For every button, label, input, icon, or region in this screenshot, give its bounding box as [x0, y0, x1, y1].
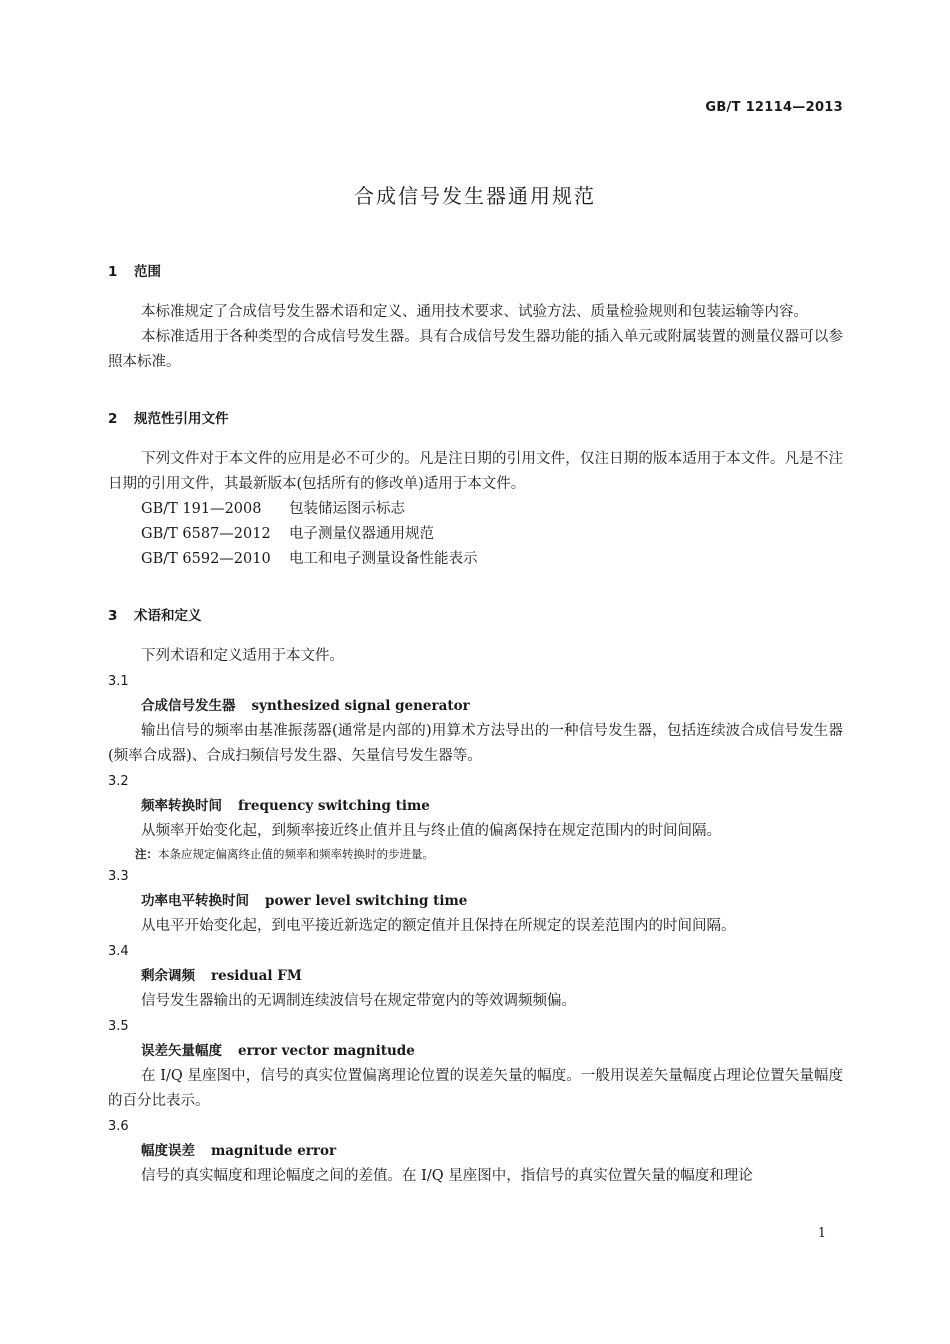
term-name-zh: 功率电平转换时间	[141, 893, 249, 909]
term-number: 3.4	[108, 944, 129, 959]
term-name-zh: 合成信号发生器	[141, 698, 236, 714]
term-definition: 从电平开始变化起，到电平接近新选定的额定值并且保持在所规定的误差范围内的时间间隔。	[141, 918, 736, 934]
term-name-en: magnitude error	[211, 1143, 337, 1159]
reference-item	[108, 497, 843, 522]
term-number: 3.3	[108, 869, 129, 884]
term-name	[108, 694, 843, 719]
reference-code: GB/T 191—2008	[141, 501, 262, 517]
term-definition: 输出信号的频率由基准振荡器(通常是内部的)用算术方法导出的一种信号发生器，包括连续波合成信号发生器(频率合成器)、合成扫频信号发生器、矢量信号发生器等。	[108, 723, 843, 764]
reference-title: 包装储运图示标志	[289, 501, 405, 517]
reference-title: 电工和电子测量设备性能表示	[289, 551, 478, 567]
section-heading-normative-references	[108, 407, 843, 429]
paragraph: 下列文件对于本文件的应用是必不可少的。凡是注日期的引用文件，仅注日期的版本适用于本文件。凡是不注日期的引用文件，其最新版本(包括所有的修改单)适用于本文件。	[108, 451, 843, 492]
section-heading-scope	[108, 260, 843, 282]
term-name-en: power level switching time	[265, 893, 468, 909]
section-number: 2	[108, 411, 118, 427]
term-definition: 信号发生器输出的无调制连续波信号在规定带宽内的等效调频频偏。	[141, 993, 576, 1009]
term-name-en: error vector magnitude	[238, 1043, 415, 1059]
reference-item	[108, 547, 843, 572]
term-definition: 在 I/Q 星座图中，信号的真实位置偏离理论位置的误差矢量的幅度。一般用误差矢量幅度占理论位置矢量幅度的百分比表示。	[108, 1068, 843, 1109]
standard-code-header: GB/T 12114—2013	[705, 100, 843, 115]
section-number: 1	[108, 264, 118, 280]
document-body	[108, 250, 843, 1189]
reference-item	[108, 522, 843, 547]
term-definition: 信号的真实幅度和理论幅度之间的差值。在 I/Q 星座图中，指信号的真实位置矢量的幅度和理论	[141, 1168, 753, 1184]
term-name-zh: 误差矢量幅度	[141, 1043, 222, 1059]
paragraph: 本标准适用于各种类型的合成信号发生器。具有合成信号发生器功能的插入单元或附属装置的测量仪器可以参照本标准。	[108, 329, 843, 370]
section-number: 3	[108, 608, 118, 624]
section-title: 术语和定义	[134, 608, 202, 624]
term-name	[108, 794, 843, 819]
term-name-zh: 频率转换时间	[141, 798, 222, 814]
term-note	[108, 844, 843, 864]
paragraph: 本标准规定了合成信号发生器术语和定义、通用技术要求、试验方法、质量检验规则和包装运输等内容。	[141, 304, 808, 320]
paragraph: 下列术语和定义适用于本文件。	[141, 648, 344, 664]
section-title: 规范性引用文件	[134, 411, 229, 427]
term-name	[108, 1139, 843, 1164]
page-number: 1	[817, 1226, 826, 1241]
term-name-zh: 剩余调频	[141, 968, 195, 984]
term-name-zh: 幅度误差	[141, 1143, 195, 1159]
term-definition: 从频率开始变化起，到频率接近终止值并且与终止值的偏离保持在规定范围内的时间间隔。	[141, 823, 721, 839]
term-number: 3.5	[108, 1019, 129, 1034]
note-label: 注：	[135, 847, 158, 861]
term-name	[108, 964, 843, 989]
reference-code: GB/T 6592—2010	[141, 551, 271, 567]
term-name-en: frequency switching time	[238, 798, 430, 814]
term-name-en: synthesized signal generator	[251, 698, 470, 714]
reference-title: 电子测量仪器通用规范	[289, 526, 434, 542]
term-name-en: residual FM	[211, 968, 302, 984]
reference-code: GB/T 6587—2012	[141, 526, 271, 542]
document-title: 合成信号发生器通用规范	[354, 184, 596, 208]
term-name	[108, 1039, 843, 1064]
note-text: 本条应规定偏离终止值的频率和频率转换时的步进量。	[158, 847, 434, 861]
section-title: 范围	[134, 264, 161, 280]
section-heading-terms-definitions	[108, 604, 843, 626]
term-number: 3.6	[108, 1119, 129, 1134]
term-name	[108, 889, 843, 914]
term-number: 3.2	[108, 774, 129, 789]
term-number: 3.1	[108, 674, 129, 689]
